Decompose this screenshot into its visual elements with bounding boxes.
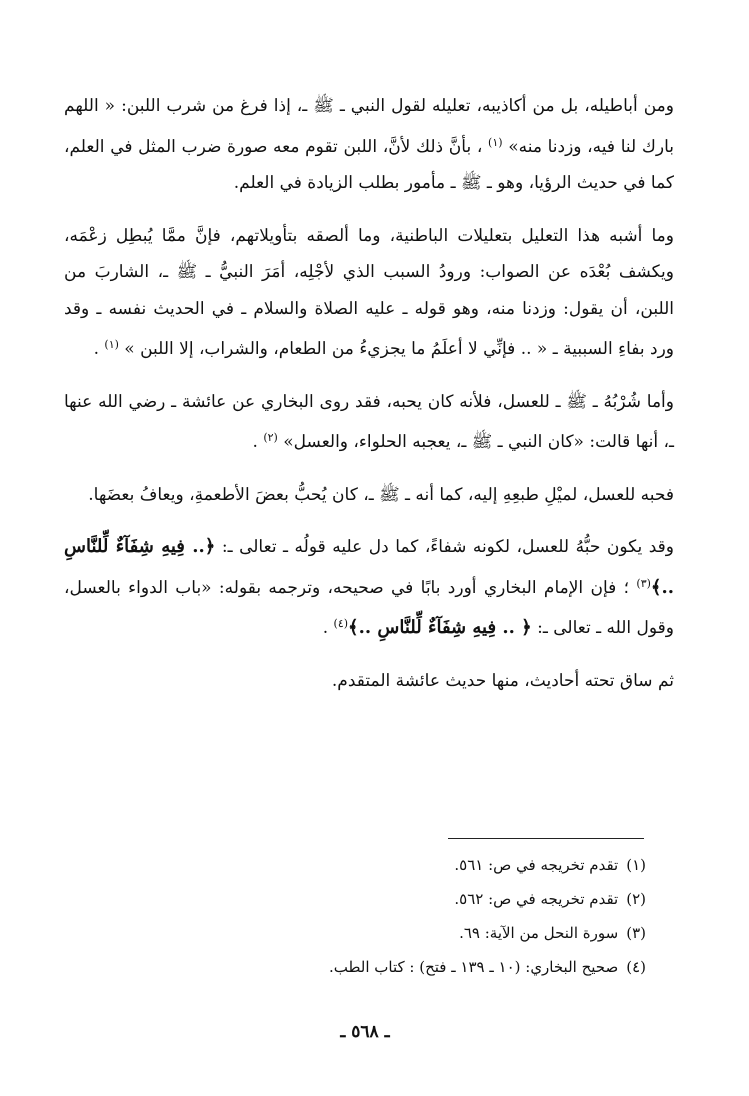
- footnote-ref: (٢): [263, 431, 278, 444]
- paragraph-6-text: ثم ساق تحته أحاديث، منها حديث عائشة المتقدم.: [331, 670, 674, 691]
- paragraph-1: [64, 88, 674, 202]
- footnote-ref: (٤): [333, 617, 349, 630]
- paragraph-4-text: فحبه للعسل، لميْلِ طبعِهِ إليه، كما أنه ـ ﷺ ـ، كان يُحبُّ بعضَ الأطعمةِ، ويعافُ بعضَها.: [88, 484, 674, 505]
- footnote-item: [120, 916, 646, 950]
- paragraph-5-rest: .: [322, 618, 334, 638]
- paragraph-5-text: وقد يكون حبُّهُ للعسل، لكونه شفاءً، كما دل عليه قولُه ـ تعالى ـ:: [215, 537, 674, 557]
- footnote-ref: (١): [488, 135, 503, 149]
- footnote-ref: (٣): [636, 576, 651, 590]
- footnote-text: سورة النحل من الآية: ٦٩.: [459, 924, 619, 942]
- paragraph-6: [64, 663, 674, 700]
- paragraph-2-text: وما أشبه هذا التعليل بتعليلات الباطنية، وما ألصقه بتأويلاتهم، فإنَّ ممَّا يُبطِل زعْمَه، ويكشف بُعْدَه عن الصواب: ورودُ السبب الذي لأجْلِه، أمَرَ النبيُّ ـ ﷺ ـ، الشاربَ من اللبن، أن يقول: وزدنا منه، وهو قوله ـ عليه الصلاة والسلام ـ في الحديث نفسه ـ وقد ورد بفاءِ السببية ـ « .. فإنِّي لا أعلَمُ ما يجزيءُ من الطعام، والشراب، إلا اللبن »: [64, 225, 674, 359]
- footnotes: [120, 848, 646, 984]
- footnote-divider: [448, 838, 644, 839]
- footnote-number: (٣): [626, 924, 646, 942]
- footnote-number: (٢): [626, 890, 646, 908]
- paragraph-2: [64, 218, 674, 368]
- footnote-item: [120, 950, 646, 984]
- paragraph-5: [64, 529, 674, 647]
- paragraph-3: [64, 384, 674, 461]
- footnote-text: تقدم تخريجه في ص: ٥٦٢.: [454, 890, 619, 908]
- footnote-item: [120, 848, 646, 882]
- quran-quote: ﴿.. فِيهِ شِفَآءٌ لِّلنَّاسِ ..﴾: [64, 536, 674, 598]
- footnote-ref: (١): [104, 338, 119, 351]
- quran-quote: ﴿ .. فِيهِ شِفَآءٌ لِّلنَّاسِ ..﴾: [348, 617, 532, 638]
- paragraph-1-text: ومن أباطيله، بل من أكاذيبه، تعليله لقول النبي ـ ﷺ ـ، إذا فرغ من شرب اللبن: « اللهم بارك لنا فيه، وزدنا منه»: [64, 96, 674, 157]
- footnote-text: تقدم تخريجه في ص: ٥٦١.: [454, 856, 619, 874]
- paragraph-3-rest: .: [252, 432, 264, 452]
- footnote-number: (٤): [626, 958, 646, 976]
- paragraph-2-rest: .: [93, 339, 105, 359]
- paragraph-5-mid: ؛ فإن الإمام البخاري أورد بابًا في صحيحه، وترجمه بقوله: «باب الدواء بالعسل، وقول الله ـ تعالى ـ:: [64, 577, 674, 638]
- main-text: [64, 88, 674, 699]
- footnote-number: (١): [626, 856, 646, 874]
- paragraph-4: [64, 477, 674, 514]
- footnote-text: صحيح البخاري: (١٠ ـ ١٣٩ ـ فتح) : كتاب الطب.: [328, 958, 619, 976]
- page-number: ـ ٥٦٨ ـ: [340, 1022, 390, 1042]
- footnote-item: [120, 882, 646, 916]
- paragraph-1-rest: ، بأنَّ ذلك لأنَّ، اللبن تقوم معه صورة ضرب المثل في العلم، كما في حديث الرؤيا، وهو ـ ﷺ ـ مأمور بطلب الزيادة في العلم.: [64, 136, 674, 193]
- paragraph-3-text: وأما شُرْبُهُ ـ ﷺ ـ للعسل، فلأنه كان يحبه، فقد روى البخاري عن عائشة ـ رضي الله عنها ـ، أنها قالت: «كان النبي ـ ﷺ ـ، يعجبه الحلواء، والعسل»: [64, 391, 674, 452]
